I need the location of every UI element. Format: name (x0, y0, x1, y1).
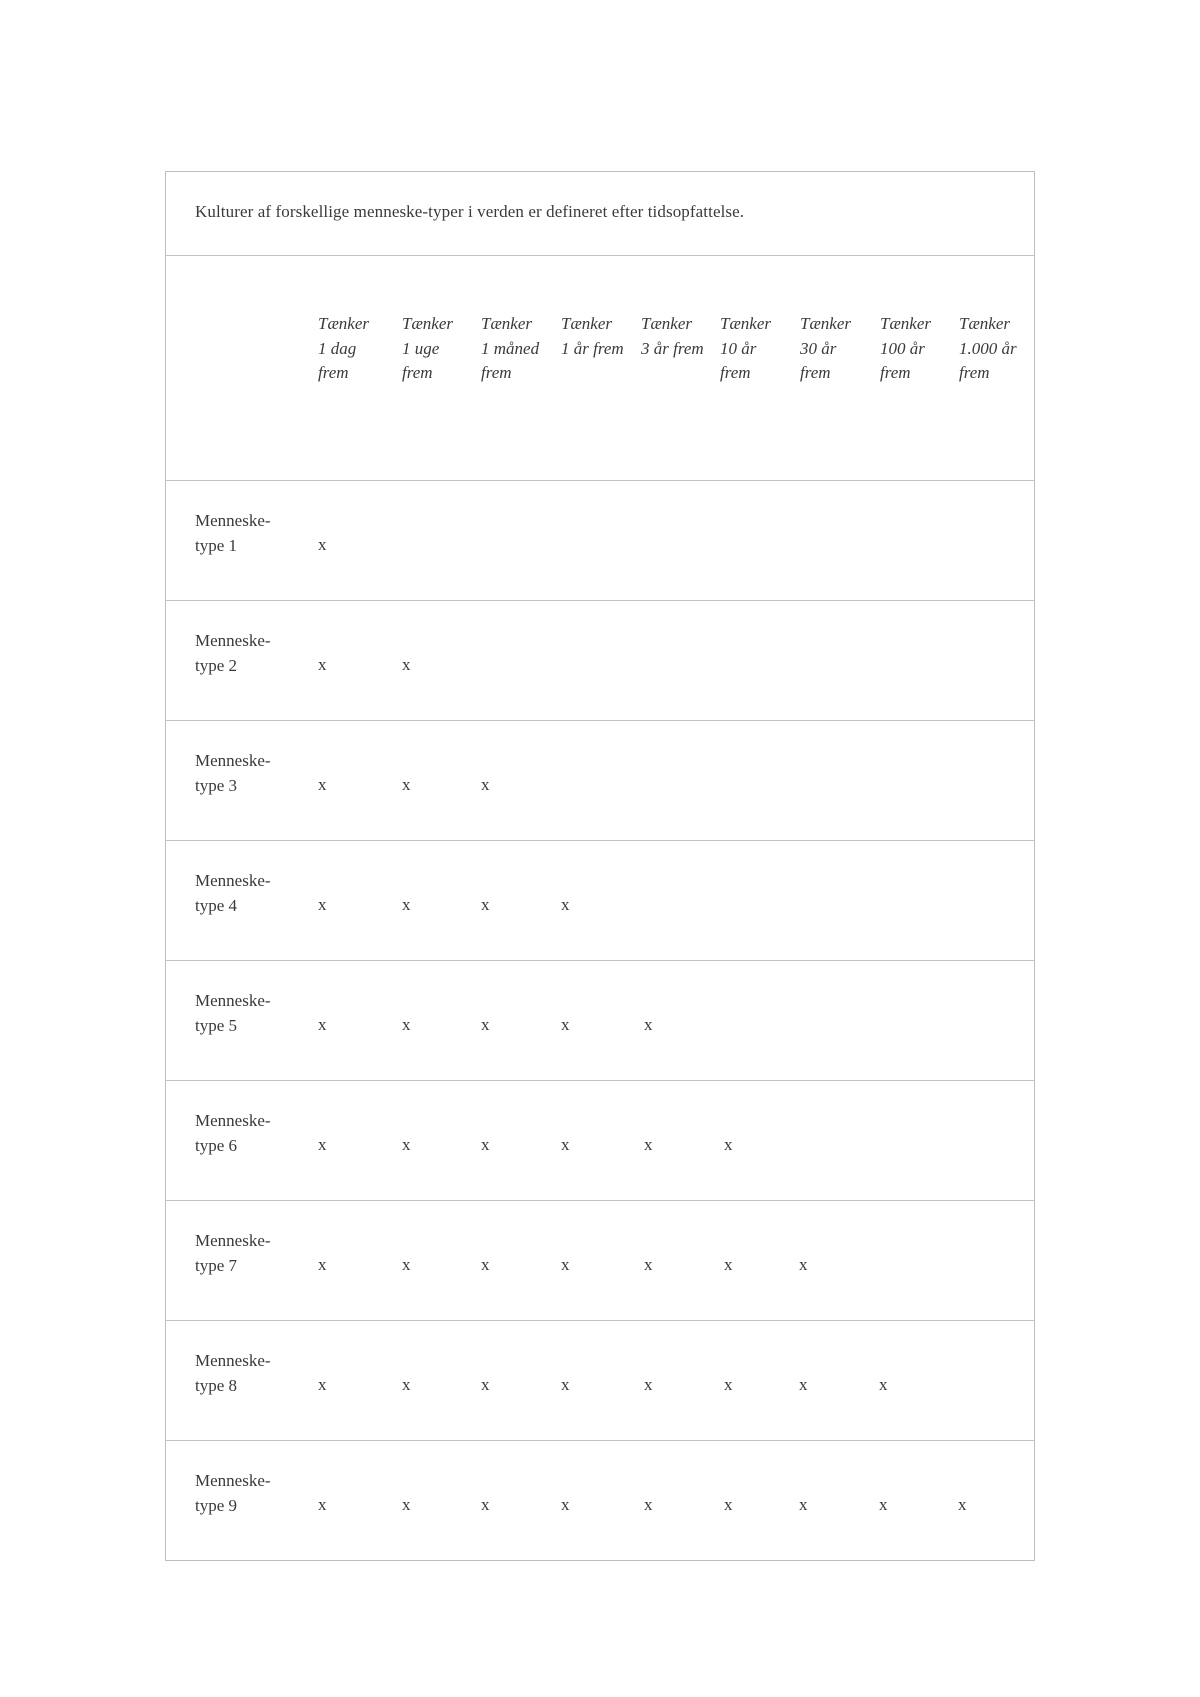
column-header (880, 312, 956, 386)
column-header-line-1: Tænker (880, 314, 931, 333)
table-row (166, 601, 1034, 721)
row-label-line-2: type 2 (195, 656, 238, 675)
row-label-line-2: type 3 (195, 776, 238, 795)
column-header-line-3: frem (880, 363, 911, 382)
cell-mark: x (644, 1135, 653, 1154)
cell-mark: x (318, 895, 327, 914)
row-label (195, 1228, 295, 1278)
row-label-line-1: Menneske- (195, 751, 271, 770)
column-header-line-1: Tænker (720, 314, 771, 333)
column-header-line-2: 1 år frem (561, 338, 624, 358)
cell-mark: x (799, 1495, 808, 1514)
column-header-line-1: Tænker (641, 314, 692, 333)
column-header-line-3: frem (318, 363, 349, 382)
column-header (481, 312, 557, 386)
row-label-line-1: Menneske- (195, 631, 271, 650)
column-header (318, 312, 394, 386)
column-header-line-3: frem (720, 363, 751, 382)
cell-mark: x (799, 1375, 808, 1394)
cell-mark: x (644, 1255, 653, 1274)
cell-mark: x (402, 895, 411, 914)
cell-mark: x (879, 1495, 888, 1514)
cell-mark: x (481, 1495, 490, 1514)
column-header-line-2: 3 år frem (641, 338, 704, 358)
cell-mark: x (724, 1135, 733, 1154)
cell-mark: x (481, 1255, 490, 1274)
cell-mark: x (402, 1375, 411, 1394)
cell-mark: x (561, 895, 570, 914)
row-label-line-2: type 8 (195, 1376, 238, 1395)
cell-mark: x (481, 1015, 490, 1034)
column-header-line-1: Tænker (402, 314, 453, 333)
cell-mark: x (799, 1255, 808, 1274)
row-label-line-2: type 6 (195, 1136, 238, 1155)
cell-mark: x (318, 1495, 327, 1514)
cell-mark: x (318, 775, 327, 794)
cell-mark: x (561, 1495, 570, 1514)
row-label (195, 1348, 295, 1398)
row-label-line-1: Menneske- (195, 511, 271, 530)
title-row (166, 172, 1034, 256)
column-header-line-2: 100 år (880, 338, 925, 358)
row-label-line-2: type 7 (195, 1256, 238, 1275)
row-label (195, 988, 295, 1038)
row-label-line-2: type 5 (195, 1016, 238, 1035)
column-header-line-2: 1 uge (402, 338, 440, 358)
row-label-line-2: type 1 (195, 536, 238, 555)
column-header-line-2: 1.000 år (959, 338, 1017, 358)
row-label (195, 628, 295, 678)
row-label (195, 508, 295, 558)
table-row (166, 1081, 1034, 1201)
cell-mark: x (402, 1495, 411, 1514)
row-label-line-2: type 4 (195, 896, 238, 915)
row-label-line-1: Menneske- (195, 991, 271, 1010)
row-label (195, 1468, 295, 1518)
column-header (959, 312, 1035, 386)
cell-mark: x (318, 655, 327, 674)
row-label (195, 1108, 295, 1158)
cell-mark: x (402, 1255, 411, 1274)
cell-mark: x (644, 1495, 653, 1514)
row-label-line-1: Menneske- (195, 1111, 271, 1130)
table-title: Kulturer af forskellige menneske-typer i verden er defineret efter tidsopfattelse. (195, 202, 745, 221)
cell-mark: x (402, 775, 411, 794)
cell-mark: x (561, 1375, 570, 1394)
cell-mark: x (318, 1015, 327, 1034)
column-header-line-3: frem (402, 363, 433, 382)
row-label-line-1: Menneske- (195, 1231, 271, 1250)
column-header-line-3 (641, 361, 717, 386)
cell-mark: x (481, 895, 490, 914)
cell-mark: x (879, 1375, 888, 1394)
cell-mark: x (402, 1135, 411, 1154)
cell-mark: x (318, 1255, 327, 1274)
row-label-line-1: Menneske- (195, 1471, 271, 1490)
table-row (166, 1321, 1034, 1441)
column-header-line-1: Tænker (481, 314, 532, 333)
column-header-line-1: Tænker (318, 314, 369, 333)
row-label-line-1: Menneske- (195, 871, 271, 890)
table-row (166, 841, 1034, 961)
column-header-line-2: 1 måned (481, 338, 540, 358)
table-row (166, 481, 1034, 601)
cell-mark: x (481, 1375, 490, 1394)
cell-mark: x (481, 775, 490, 794)
cell-mark: x (481, 1135, 490, 1154)
row-label-line-1: Menneske- (195, 1351, 271, 1370)
cell-mark: x (561, 1015, 570, 1034)
cell-mark: x (958, 1495, 967, 1514)
row-label (195, 748, 295, 798)
cell-mark: x (561, 1135, 570, 1154)
cell-mark: x (318, 1135, 327, 1154)
cell-mark: x (402, 655, 411, 674)
cell-mark: x (724, 1495, 733, 1514)
table-row (166, 1201, 1034, 1321)
column-header (561, 312, 637, 386)
column-header-row (166, 256, 1034, 481)
column-header-line-1: Tænker (561, 314, 612, 333)
column-header-line-3 (561, 361, 637, 386)
column-header (800, 312, 876, 386)
column-header-line-2: 1 dag (318, 338, 357, 358)
column-header-line-1: Tænker (959, 314, 1010, 333)
cell-mark: x (644, 1375, 653, 1394)
cell-mark: x (644, 1015, 653, 1034)
cell-mark: x (561, 1255, 570, 1274)
cell-mark: x (402, 1015, 411, 1034)
column-header-line-1: Tænker (800, 314, 851, 333)
row-label-line-2: type 9 (195, 1496, 238, 1515)
cell-mark: x (318, 1375, 327, 1394)
row-label (195, 868, 295, 918)
cell-mark: x (318, 535, 327, 554)
column-header-line-3: frem (800, 363, 831, 382)
time-perception-table (165, 171, 1035, 1561)
column-header (720, 312, 796, 386)
table-row (166, 961, 1034, 1081)
column-header (641, 312, 717, 386)
column-header-line-3: frem (959, 363, 990, 382)
column-header-line-2: 30 år (800, 338, 837, 358)
column-header-line-2: 10 år (720, 338, 757, 358)
table-row (166, 1441, 1034, 1560)
column-header-line-3: frem (481, 363, 512, 382)
cell-mark: x (724, 1255, 733, 1274)
cell-mark: x (724, 1375, 733, 1394)
table-row (166, 721, 1034, 841)
column-header (402, 312, 478, 386)
